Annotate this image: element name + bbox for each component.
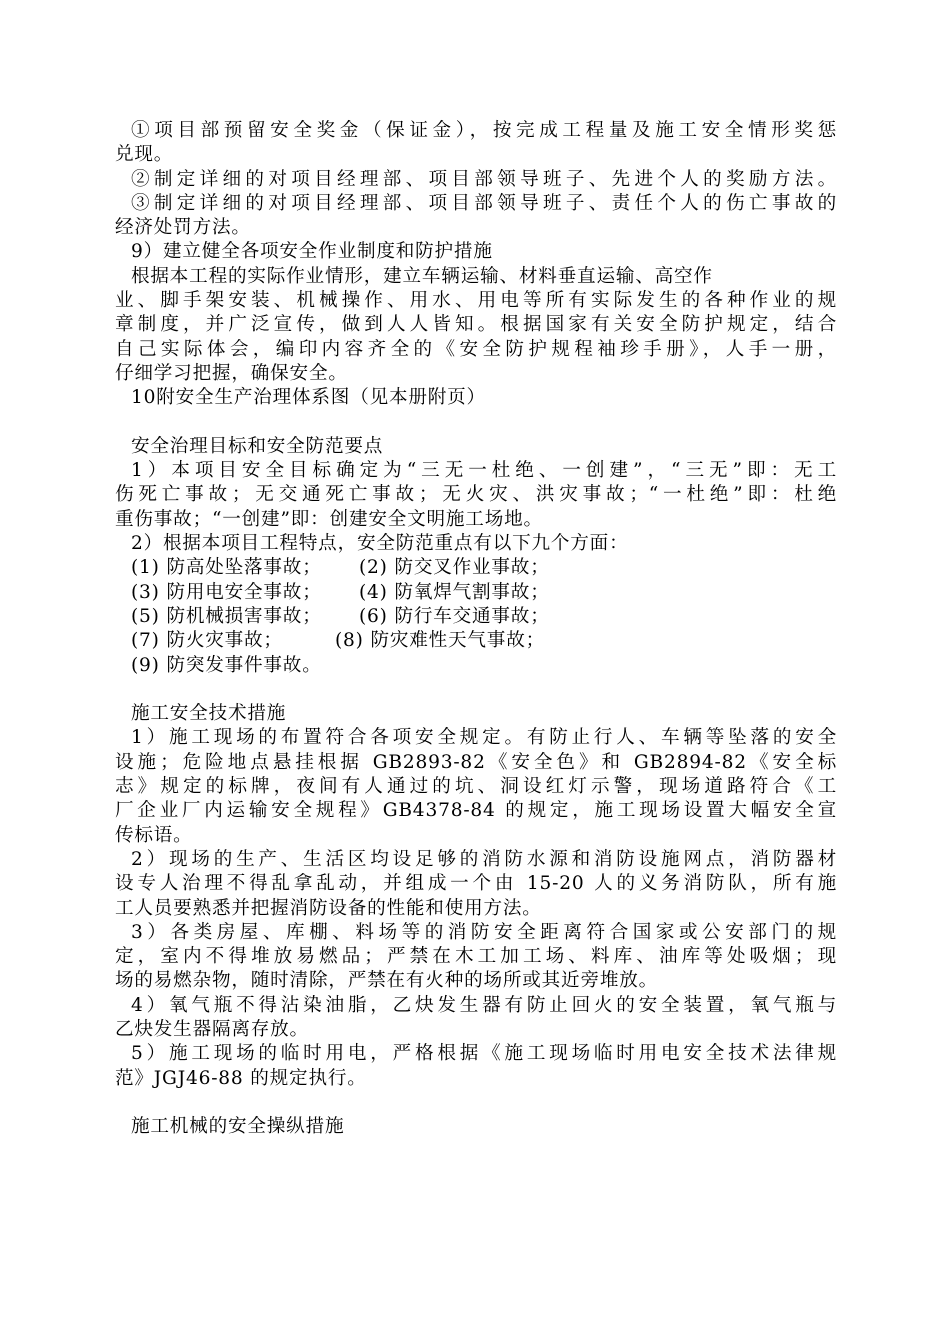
- section-9-line-2: 业、脚手架安装、机械操作、用水、用电等所有实际发生的各种作业的规: [115, 290, 837, 312]
- hazard-row-3: [115, 605, 837, 629]
- hazard-item-4: (4) 防氧焊气割事故；: [359, 581, 550, 603]
- goals-p1-line-3: 重伤事故；“一创建”即：创建安全文明施工场地。: [115, 508, 543, 530]
- goals-p1-line-2: 伤死亡事故；无交通死亡事故；无火灾、洪灾事故；“一杜绝”即：杜绝: [115, 484, 837, 506]
- hazard-item-8: (8) 防灾难性天气事故；: [335, 630, 545, 652]
- goals-p2: 2）根据本项目工程特点，安全防范重点有以下九个方面：: [131, 533, 629, 555]
- reward-item-2: ②制定详细的对项目经理部、项目部领导班子、先进个人的奖励方法。: [131, 168, 837, 190]
- tech-p5-line-1: 5）施工现场的临时用电，严格根据《施工现场临时用电安全技术法律规: [131, 1043, 837, 1065]
- section-9-line-3: 章制度，并广泛宣传，做到人人皆知。根据国家有关安全防护规定，结合: [115, 314, 837, 336]
- tech-p3-line-1: 3）各类房屋、库棚、料场等的消防安全距离符合国家或公安部门的规: [131, 921, 837, 943]
- hazard-row-1: [115, 556, 837, 580]
- machine-heading: 施工机械的安全操纵措施: [131, 1116, 345, 1138]
- spacer: [115, 411, 837, 435]
- hazard-item-1: (1) 防高处坠落事故；: [131, 557, 322, 579]
- tech-p1-line-1: 1）施工现场的布置符合各项安全规定。有防止行人、车辆等坠落的安全: [131, 727, 837, 749]
- hazard-row-2: [115, 581, 837, 605]
- spacer: [115, 678, 837, 702]
- tech-p1-line-2: 设施；危险地点悬挂根据 GB2893-82《安全色》和 GB2894-82《安全标: [115, 751, 837, 773]
- tech-p3-line-3: 场的易燃杂物，随时清除，严禁在有火种的场所或其近旁堆放。: [115, 970, 659, 992]
- tech-p4-line-2: 乙炔发生器隔离存放。: [115, 1018, 309, 1040]
- tech-p1-line-3: 志》规定的标牌，夜间有人通过的坑、洞设红灯示警，现场道路符合《工: [115, 776, 837, 798]
- tech-p1-line-4: 厂企业厂内运输安全规程》GB4378-84 的规定，施工现场设置大幅安全宣: [115, 800, 837, 822]
- tech-p2-line-3: 工人员要熟悉并把握消防设备的性能和使用方法。: [115, 897, 542, 919]
- goals-p1-line-1: 1）本项目安全目标确定为“三无一杜绝、一创建”，“三无”即：无工: [131, 460, 837, 482]
- tech-p2-line-2: 设专人治理不得乱拿乱动，并组成一个由 15-20 人的义务消防队，所有施: [115, 873, 837, 895]
- tech-p2-line-1: 2）现场的生产、生活区均设足够的消防水源和消防设施网点，消防器材: [131, 848, 837, 870]
- hazard-item-2: (2) 防交叉作业事故；: [359, 557, 550, 579]
- section-10-title: 10附安全生产治理体系图（见本册附页）: [131, 387, 486, 409]
- section-9-line-5: 仔细学习把握，确保安全。: [115, 362, 348, 384]
- hazard-row-5: [115, 654, 837, 678]
- spacer: [115, 1091, 837, 1115]
- tech-p3-line-2: 定，室内不得堆放易燃品；严禁在木工加工场、料库、油库等处吸烟；现: [115, 946, 837, 968]
- tech-heading: 施工安全技术措施: [131, 703, 287, 725]
- hazard-item-5: (5) 防机械损害事故；: [131, 605, 322, 627]
- section-9-line-1: 根据本工程的实际作业情形，建立车辆运输、材料垂直运输、高空作: [131, 265, 713, 287]
- hazard-item-9: (9) 防突发事件事故。: [131, 654, 322, 676]
- section-9-title: 9）建立健全各项安全作业制度和防护措施: [131, 241, 493, 263]
- reward-item-3-line-1: ③制定详细的对项目经理部、项目部领导班子、责任个人的伤亡事故的: [131, 192, 837, 214]
- tech-p4-line-1: 4）氧气瓶不得沾染油脂，乙炔发生器有防止回火的安全装置，氧气瓶与: [131, 994, 837, 1016]
- tech-p1-line-5: 传标语。: [115, 824, 193, 846]
- reward-item-3-line-2: 经济处罚方法。: [115, 217, 251, 239]
- hazard-item-7: (7) 防火灾事故；: [131, 630, 283, 652]
- tech-p5-line-2: 范》JGJ46-88 的规定执行。: [115, 1067, 367, 1089]
- section-9-line-4: 自己实际体会，编印内容齐全的《安全防护规程袖珍手册》，人手一册，: [115, 338, 837, 360]
- reward-item-1-line-1: ①项目部预留安全奖金（保证金），按完成工程量及施工安全情形奖惩: [131, 120, 837, 141]
- hazard-item-3: (3) 防用电安全事故；: [131, 581, 322, 603]
- goals-heading: 安全治理目标和安全防范要点: [131, 435, 384, 457]
- document-body: [115, 119, 837, 1139]
- hazard-row-4: [115, 629, 837, 653]
- hazard-item-6: (6) 防行车交通事故；: [359, 605, 550, 627]
- reward-item-1-line-2: 兑现。: [115, 144, 174, 166]
